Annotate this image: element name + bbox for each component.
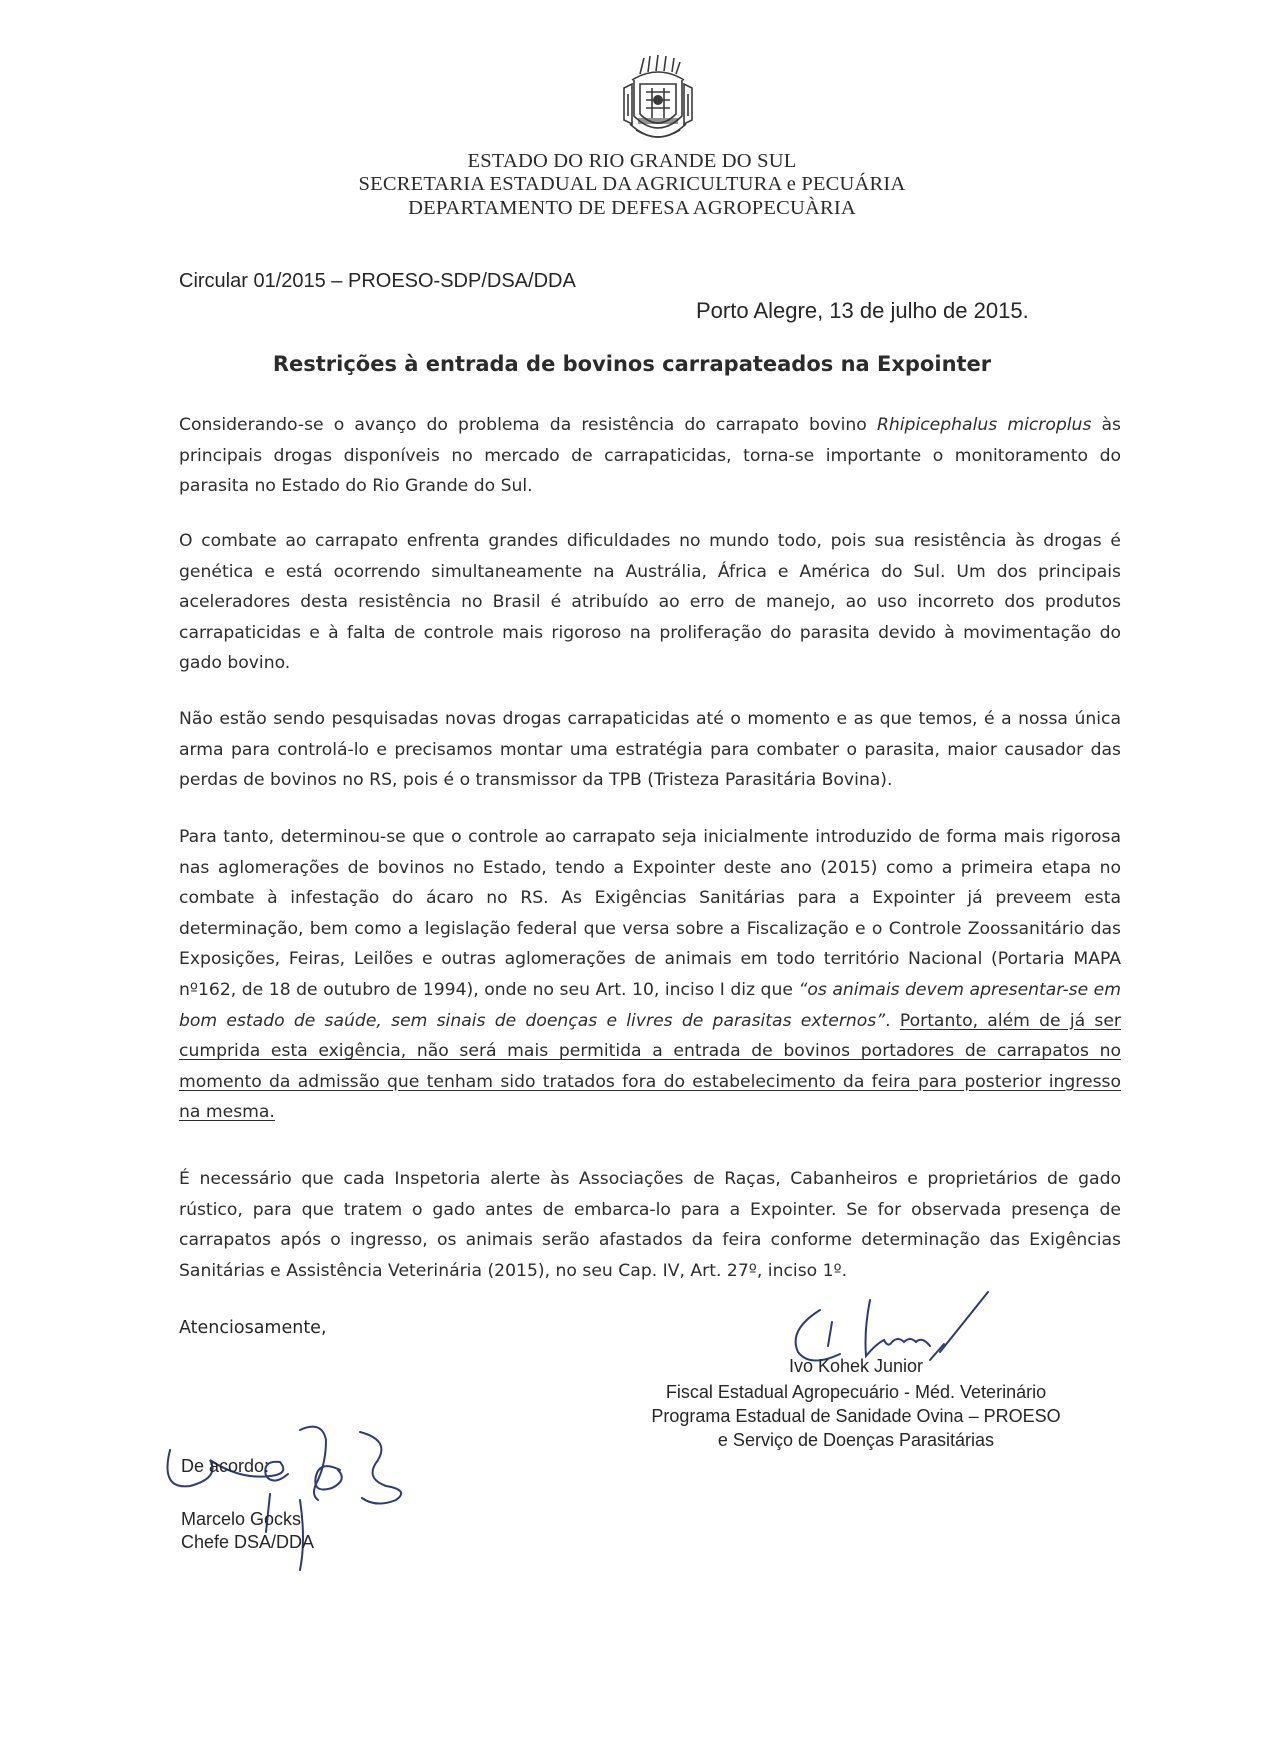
- paragraph-5: É necessário que cada Inspetoria alerte às Associações de Raças, Cabanheiros e proprietários de gado rústico, para que tratem o gado antes de embarca-lo para a Expointer. Se for observada presença de carrapatos após o ingresso, os animais serão afastados da feira conforme determinação das Exigências Sanitárias e Assistência Veterinária (2015), no seu Cap. IV, Art. 27º, inciso 1º.: [179, 1169, 1121, 1281]
- paragraph-4-text-b: .: [885, 1010, 900, 1031]
- paragraph-3: Não estão sendo pesquisadas novas drogas carrapaticidas até o momento e as que temos, é a nossa única arma para controlá-lo e precisamos montar uma estratégia para combater o parasita, maior causador das perdas de bovinos no RS, pois é o transmissor da TPB (Tristeza Parasitária Bovina).: [179, 709, 1121, 791]
- paragraph-1-text-b: às principais drogas disponíveis no mercado de carrapaticidas, torna-se importante o monitoramento do parasita no Estado do Rio Grande do Sul.: [179, 415, 1121, 497]
- paragraph-4-underlined: Portanto, além de já ser cumprida esta exigência, não será mais permitida a entrada de bovinos portadores de carrapatos no momento da admissão que tenham sido tratados fora do estabelecimento da feira para posterior ingresso na mesma.: [179, 1010, 1121, 1123]
- paragraph-1: [179, 410, 1121, 502]
- header-secretariat: SECRETARIA ESTADUAL DA AGRICULTURA e PECUÁRIA: [358, 173, 906, 195]
- approval-label: De acordo:: [181, 1456, 270, 1476]
- coat-of-arms-icon: [618, 54, 698, 146]
- approval-role: Chefe DSA/DDA: [181, 1532, 315, 1552]
- document-title: Restrições à entrada de bovinos carrapateados na Expointer: [272, 352, 992, 376]
- species-name: Rhipicephalus microplus: [876, 415, 1092, 435]
- signature-marcelo-gocks: [150, 1420, 450, 1580]
- paragraph-4: [179, 822, 1121, 1128]
- paragraph-1-text-a: Considerando-se o avanço do problema da resistência do carrapato bovino: [179, 415, 877, 435]
- paragraph-2: O combate ao carrapato enfrenta grandes dificuldades no mundo todo, pois sua resistência às drogas é genética e está ocorrendo simultaneamente na Austrália, África e América do Sul. Um dos principais aceleradores desta resistência no Brasil é atribuído ao erro de manejo, ao uso incorreto dos produtos carrapaticidas e à falta de controle mais rigoroso na proliferação do parasita devido à movimentação do gado bovino.: [179, 531, 1121, 674]
- signatory-role-3: e Serviço de Doenças Parasitárias: [717, 1430, 995, 1450]
- header-state: ESTADO DO RIO GRANDE DO SUL: [467, 150, 797, 172]
- signatory-name: Ivo Kohek Junior: [788, 1356, 924, 1376]
- header-department: DEPARTAMENTO DE DEFESA AGROPECUÀRIA: [408, 197, 856, 219]
- paragraph-4-quote: “os animais devem apresentar-se em bom estado de saúde, sem sinais de doenças e livres de parasitas externos”: [179, 979, 1122, 1031]
- signatory-role-1: Fiscal Estadual Agropecuário - Méd. Veterinário: [665, 1382, 1047, 1402]
- approval-name: Marcelo Gocks: [181, 1509, 302, 1529]
- circular-number: Circular 01/2015 – PROESO-SDP/DSA/DDA: [179, 270, 576, 292]
- place-date: Porto Alegre, 13 de julho de 2015.: [696, 298, 1029, 323]
- closing: Atenciosamente,: [179, 1318, 327, 1338]
- signatory-role-2: Programa Estadual de Sanidade Ovina – PROESO: [651, 1406, 1061, 1426]
- paragraph-4-text-a: Para tanto, determinou-se que o controle ao carrapato seja inicialmente introduzido de forma mais rigorosa nas aglomerações de bovinos no Estado, tendo a Expointer deste ano (2015) como a primeira etapa no combate à infestação do ácaro no RS. As Exigências Sanitárias para a Expointer já preveem esta determinação, bem como a legislação federal que versa sobre a Fiscalização e o Controle Zoossanitário das Exposições, Feiras, Leilões e outras aglomerações de animais em todo território Nacional (Portaria MAPA nº162, de 18 de outubro de 1994), onde no seu Art. 10, inciso I diz que: [179, 827, 1121, 1000]
